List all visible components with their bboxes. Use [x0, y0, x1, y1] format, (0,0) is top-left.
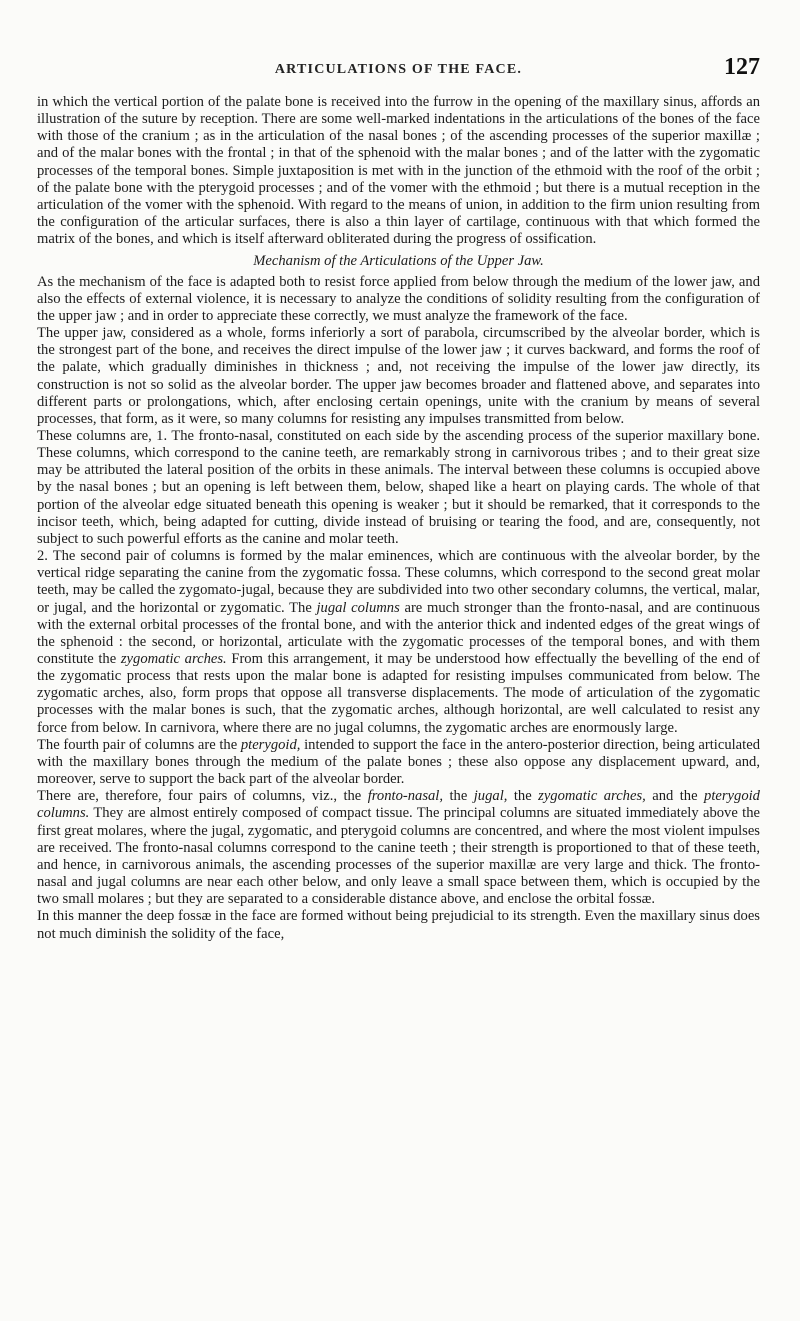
paragraph-5-text-b: are much stronger than the fronto-nasal, and are continuous with the external orbital processes of the frontal bone, and with the anterior thick and indented edges of the great wings of the sphenoid : the second, or horizontal, articulate with the zygomatic processes of the temporal bones, and with them constitute the	[37, 599, 760, 667]
page-number: 127	[724, 54, 760, 80]
paragraph-5-emphasis-jugal: jugal columns	[316, 599, 400, 616]
paragraph-6-text-a: The fourth pair of columns are the	[37, 736, 241, 753]
paragraph-5	[37, 548, 760, 737]
paragraph-5-text-a: 2. The second pair of columns is formed by the malar eminences, which are continuous with the alveolar border, by the vertical ridge separating the canine from the zygomatic fossa. These columns, which correspond to the second great molar teeth, may be called the zygomato-jugal, because they are subdivided into two other secondary columns, the vertical, malar, or jugal, and the horizontal or zygomatic. The	[37, 548, 760, 616]
paragraph-2: As the mechanism of the face is adapted both to resist force applied from below through the medium of the lower jaw, and also the effects of external violence, it is necessary to analyze the conditions of solidity resulting from the configuration of the upper jaw ; and in order to appreciate these correctly, we must analyze the framework of the face.	[37, 273, 760, 324]
paragraph-7-text-c: the	[507, 788, 539, 805]
paragraph-8: In this manner the deep fossæ in the face are formed without being prejudicial to its strength. Even the maxillary sinus does not much diminish the solidity of the face,	[37, 908, 760, 942]
body-text	[37, 94, 760, 943]
paragraph-6-text-b: intended to support the face in the antero-posterior direction, being articulated with the maxillary bones through the medium of the palate bones ; these also oppose any displacement upward, and, moreover, serve to support the back part of the alveolar border.	[37, 736, 760, 788]
paragraph-7-emphasis-jugal: jugal,	[473, 788, 508, 805]
paragraph-1: in which the vertical portion of the palate bone is received into the furrow in the opening of the maxillary sinus, affords an illustration of the suture by reception. There are some well-marked indentations in the articulations of the bones of the face with those of the cranium ; as in the articulation of the nasal bones ; of the ascending processes of the superior maxillæ ; and of the malar bones with the frontal ; in that of the sphenoid with the malar bones ; and of the latter with the zygomatic processes of the temporal bones. Simple juxtaposition is met with in the junction of the ethmoid with the roof of the orbit ; of the palate bone with the pterygoid processes ; and of the vomer with the ethmoid ; but there is a mutual reception in the articulation of the vomer with the sphenoid. With regard to the means of union, in addition to the firm union resulting from the configuration of the articular surfaces, there is also a thin layer of cartilage, continuous with that which formed the matrix of the bones, and which is itself afterward obliterated during the progress of ossification.	[37, 94, 760, 248]
paragraph-4: These columns are, 1. The fronto-nasal, constituted on each side by the ascending process of the superior maxillary bone. These columns, which correspond to the canine teeth, are remarkably strong in carnivorous tribes ; and to their great size may be attributed the lateral position of the orbits in these animals. The interval between these columns is occupied above by the nasal bones ; but an opening is left between them, below, shaped like a heart on playing cards. The whole of that portion of the alveolar edge situated beneath this opening is weaker ; but it should be remarked, that it corresponds to the incisor teeth, which, being adapted for cutting, divide instead of bruising or tearing the food, and are, consequently, not subject to such powerful efforts as the canine and molar teeth.	[37, 427, 760, 547]
paragraph-7-emphasis-zygomatic-arches: zygomatic arches,	[538, 788, 646, 805]
paragraph-7-text-b: the	[443, 788, 474, 805]
paragraph-6-emphasis-pterygoid: pterygoid,	[240, 736, 301, 753]
running-title: ARTICULATIONS OF THE FACE.	[274, 62, 523, 77]
paragraph-6	[37, 737, 760, 788]
paragraph-3: The upper jaw, considered as a whole, forms inferiorly a sort of parabola, circumscribed by the alveolar border, which is the strongest part of the bone, and receives the direct impulse of the lower jaw ; it curves backward, and forms the roof of the palate, which gradually diminishes in thickness ; and, not receiving the impulse of the lower jaw directly, its construction is not so solid as the alveolar border. The upper jaw becomes broader and flattened above, and separates into different parts or prolongations, which, after enclosing certain openings, unite with the cranium by means of several processes, that form, as it were, so many columns for resisting any impulses transmitted from below.	[37, 325, 760, 427]
paragraph-7	[37, 788, 760, 908]
running-head	[37, 54, 760, 86]
section-heading: Mechanism of the Articulations of the Upper Jaw.	[253, 253, 544, 270]
paragraph-7-text-d: and the	[645, 788, 705, 805]
paragraph-5-emphasis-zygomatic: zygomatic arches.	[120, 651, 227, 667]
paragraph-7-emphasis-pterygoid-columns: pterygoid columns.	[37, 788, 760, 822]
paragraph-7-emphasis-fronto-nasal: fronto-nasal,	[367, 788, 444, 805]
paragraph-5-text-c: From this arrangement, it may be understood how effectually the bevelling of the end of the zygomatic process that rests upon the malar bone is adapted for resisting impulses communicated from below. The zygomatic arches, also, form props that oppose all transverse displacements. The mode of articulation of the zygomatic processes with the malar bones is such, that the zygomatic arches, although horizontal, are well calculated to resist any force from below. In carnivora, where there are no jugal columns, the zygomatic arches are enormously large.	[37, 651, 760, 736]
paragraph-7-text-e: They are almost entirely composed of compact tissue. The principal columns are situated immediately above the first great molares, where the jugal, zygomatic, and pterygoid columns are concentred, and where the most violent impulses are received. The fronto-nasal columns correspond to the canine teeth ; their strength is proportioned to that of these teeth, and hence, in carnivorous animals, the ascending processes of the superior maxillæ are very large and thick. The fronto-nasal and jugal columns are near each other below, and only leave a small space between them, which is occupied by the two small molares ; but they are separated to a considerable distance above, and enclose the orbital fossæ.	[37, 805, 760, 908]
paragraph-7-text-a: There are, therefore, four pairs of columns, viz., the	[37, 788, 368, 805]
